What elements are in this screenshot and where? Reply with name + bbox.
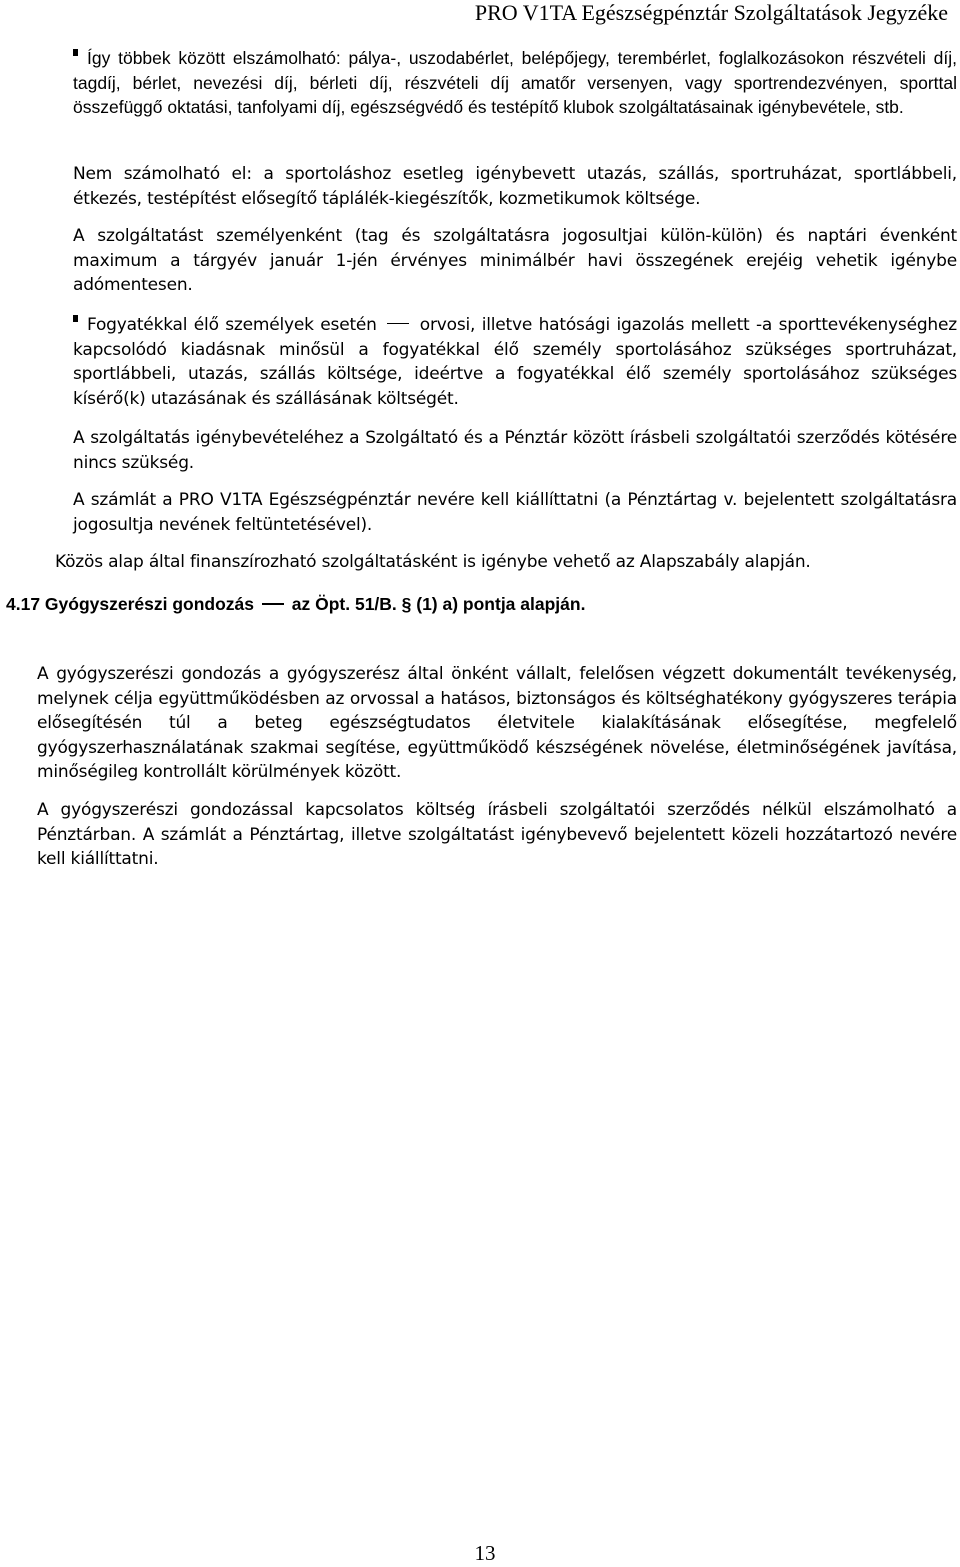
- paragraph-annual-limit: A szolgáltatást személyenként (tag és szolgáltatásra jogosultjai külön-külön) és naptári évenként maximum a tárgyév január 1-jén érvényes minimálbér havi összegének erejéig vehetik igénybe adómentesen.: [73, 226, 957, 295]
- bullet-icon: [73, 315, 78, 322]
- paragraph-eligible-costs: Így többek között elszámolható: pálya-, uszodabérlet, belépőjegy, terembérlet, foglalkozásokon részvételi díj, tagdíj, bérlet, nevezési díj, bérleti díj, részvételi díj amatőr versenyen, vagy sportrendezvényen, sporttal összefüggő oktatási, tanfolyami díj, egészségvédő és testépítő klubok szolgáltatásainak igénybevétele, stb.: [73, 48, 957, 117]
- dash-icon: [262, 603, 284, 605]
- paragraph-pharmaceutical-care-costs: A gyógyszerészi gondozással kapcsolatos költség írásbeli szolgáltatói szerződés nélkül elszámolható a Pénztárban. A számlát a Pénztártag, illetve szolgáltatást igénybevevő bejelentett közeli hozzátartozó nevére kell kiállíttatni.: [37, 800, 957, 869]
- paragraph-no-contract-needed: A szolgáltatás igénybevételéhez a Szolgáltató és a Pénztár között írásbeli szolgáltatói szerződés kötésére nincs szükség.: [73, 428, 957, 473]
- page-number: 13: [474, 1541, 496, 1565]
- paragraph-pharmaceutical-care-definition: A gyógyszerészi gondozás a gyógyszerész által önként vállalt, felelősen végzett dokumentált tevékenység, melynek célja együttműködésben az orvossal a hatásos, biztonságos és költséghatékony gyógyszeres terápia elősegítésén túl a beteg egészségtudatos életvitele kialakításának elősegítése, megfelelő gyógyszerhasználatának szakmai segítése, együttműködő készségének növelése, életminőségének javítása, minőségileg kontrollált körülmények között.: [37, 664, 957, 782]
- paragraph-disabled-persons: Fogyatékkal élő személyek esetén orvosi, illetve hatósági igazolás mellett -a sporttevékenységhez kapcsolódó kiadásnak minősül a fogyatékkal élő személy sportolásához szükséges sportruházat, sportlábbeli, utazás, szállás költsége, ideértve a fogyatékkal élő személy sportolásához szükséges kísérő(k) utazásának és szállásának költségét.: [73, 315, 957, 409]
- paragraph-invoice-name: A számlát a PRO V1TA Egészségpénztár nevére kell kiállíttatni (a Pénztártag v. bejelentett szolgáltatásra jogosultja nevének feltüntetésével).: [73, 490, 957, 535]
- page-header-title: PRO V1TA Egészségpénztár Szolgáltatások Jegyzéke: [474, 0, 948, 25]
- dash-icon: [387, 323, 409, 324]
- bullet-icon: [73, 49, 78, 56]
- paragraph-common-fund: Közös alap által finanszírozható szolgáltatásként is igénybe vehető az Alapszabály alapján.: [55, 552, 811, 572]
- paragraph-non-eligible-costs: Nem számolható el: a sportoláshoz esetleg igénybevett utazás, szállás, sportruházat, sportlábbeli, étkezés, testépítést elősegítő táplálék-kiegészítők, kozmetikumok költsége.: [73, 164, 957, 209]
- section-heading: 4.17 Gyógyszerészi gondozás az Öpt. 51/B. § (1) a) pontja alapján.: [6, 594, 586, 614]
